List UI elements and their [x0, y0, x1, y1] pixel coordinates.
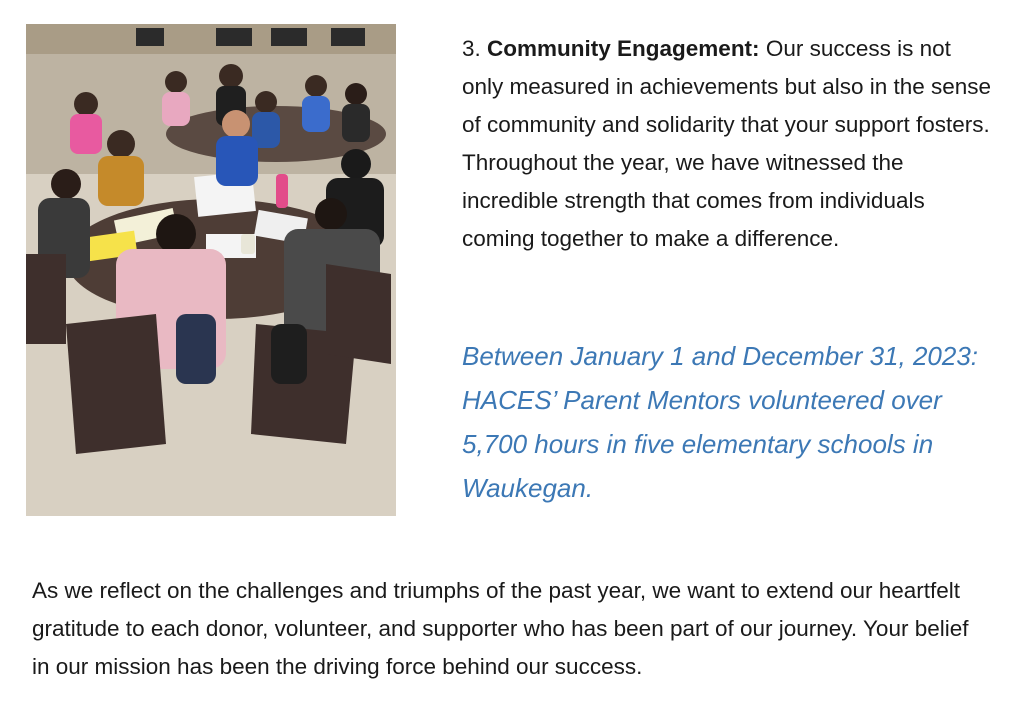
community-engagement-body: Our success is not only measured in achievements but also in the sense of community and solidarity that your support fosters. Throughout the year, we have witnessed the incredible strength that comes from individuals coming together to make a difference. [462, 36, 992, 251]
closing-paragraph: As we reflect on the challenges and triumphs of the past year, we want to extend our heartfelt gratitude to each donor, volunteer, and supporter who has been part of our journey. Your belief in our mission has been the driving force behind our success. [32, 578, 969, 679]
community-engagement-heading: Community Engagement: [487, 36, 760, 61]
item-number: 3. [462, 36, 481, 61]
community-engagement-paragraph [462, 30, 998, 258]
volunteer-hours-highlight: Between January 1 and December 31, 2023: HACES’ Parent Mentors volunteered over 5,700 hours in five elementary schools in Waukegan. [462, 341, 979, 503]
group-meeting-photo [26, 24, 396, 516]
